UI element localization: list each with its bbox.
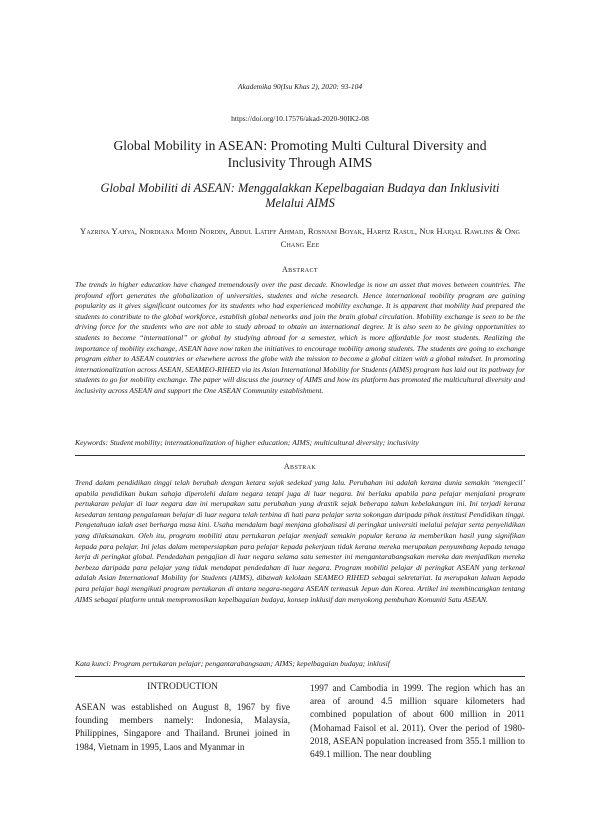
section-divider-bottom xyxy=(75,676,525,677)
journal-citation: Akademika 90(Isu Khas 2), 2020: 93-104 xyxy=(237,82,363,91)
introduction-heading: INTRODUCTION xyxy=(147,682,218,692)
kata-kunci: Kata kunci: Program pertukaran pelajar; pengantarabangsaan; AIMS; kepelbagaian budaya; inklusif xyxy=(75,659,390,668)
introduction-right-column: 1997 and Cambodia in 1999. The region which has an area of around 4.5 million square kilometers had combined population of about 600 million in 2011 (Mohamad Faisol et al. 2011). Over the period of 1980-2018, ASEAN population increased from 355.1 million to 649.1 million. The near doubling xyxy=(310,683,525,760)
abstrak-text: Trend dalam pendidikan tinggi telah berubah dengan ketara sejak sedekad yang lalu. Perubahan ini adalah kerana dunia semakin ‘mengecil’ apabila pendidikan bukan sahaja diperolehi dalam negara tetapi juga di luar negara. Ini berlaku apabila para pelajar menjalani program pertukaran pelajar di luar negara dan ini merupakan satu perubahan yang drastik sejak beberapa tahun kebelakangan ini. Ini terjadi kerana kesedaran tentang pengalaman belajar di luar negara telah terbina di hati para pelajar serta sokongan daripada pihak institusi Pendidikan tinggi. Pengetahuan ialah aset berharga masa kini. Usaha mendalam bagi menjana globalisasi di peringkat universiti melalui pelajar serta penyelidikan yang dilaksanakan. Oleh itu, program mobiliti atau pertukaran pelajar menjadi semakin popular kerana ia memberikan hasil yang signifikan kepada para pelajar. Ini jelas dalam mempersiapkan para pelajar kepada pekerjaan tidak kerana mereka merupakan penyumbang kepada tenaga kerja di peringkat global. Pendedahan pengajian di luar negara selama satu semester ini mengantarabangsakan mereka dan menjadikan mereka berbeza daripada para pelajar yang tidak mendapat pendedahan di luar negara. Program mobiliti pelajar di peringkat ASEAN yang terkenal adalah Asian International Mobility for Students (AIMS), dibawah kelolaan SEAMEO RIHED sebagai sekretariat. Ia merupakan laluan kepada para pelajar bagi mengikuti program pertukaran di antara negara-negara ASEAN termasuk Jepun dan Korea. Artikel ini membincangkan tentang AIMS sebagai platform untuk mempromosikan kepelbagaian budaya, konsep inklusif dan menyokong pembuhan Komuniti Satu ASEAN. xyxy=(75,478,525,604)
doi-link[interactable]: https://doi.org/10.17576/akad-2020-90IK2-08 xyxy=(231,114,369,123)
abstract-text: The trends in higher education have changed tremendously over the past decade. Knowledge is now an asset that moves between countries. The profound effort generates the globalization of universities, students and niche research. Hence international mobility program are gaining popularity as it gives significant outcomes for its students who had experienced mobility exchange. It is apparent that mobility had prepared the students to contribute to the global workforce, establish global networks and join the brain global circulation. Mobility exchange is seen to be the driving force for the students who are not able to study abroad to obtain an international degree. It is also seen to be giving opportunities to students to become “international” or global by studying abroad for a semester, which is more affordable for most students. Realizing the importance of mobility exchange, ASEAN have now taken the initiatives to encourage mobility among students. The students are going to exchange program either to ASEAN countries or elsewhere across the globe with the mission to become a global citizen with a global mindset. In promoting internationalization across ASEAN, SEAMEO-RIHED via its Asian International Mobility for Students (AIMS) program has laid out its pathway for students to go for mobility exchange. The paper will discuss the journey of AIMS and how its platform has promoted the multicultural diversity and inclusivity across ASEAN and support the One ASEAN Community establishment. xyxy=(75,280,525,395)
abstrak-heading: Abstrak xyxy=(283,462,317,471)
title-english: Global Mobility in ASEAN: Promoting Multi Cultural Diversity and Inclusivity Through AIMS xyxy=(113,138,487,170)
introduction-left-column: ASEAN was established on August 8, 1967 by five founding members namely: Indonesia, Malaysia, Philippines, Singapore and Thailand. Brunei joined in 1984, Vietnam in 1995, Laos and Myanmar in xyxy=(75,702,290,752)
abstract-heading: Abstract xyxy=(282,265,318,274)
keywords: Keywords: Student mobility; internationalization of higher education; AIMS; multicultural diversity; inclusivity xyxy=(75,438,419,447)
title-malay: Global Mobiliti di ASEAN: Menggalakkan Kepelbagaian Budaya dan Inklusiviti Melalui AIMS xyxy=(100,181,500,210)
section-divider xyxy=(75,455,525,456)
author-list: Yazrina Yahya, Nordiana Mohd Nordin, Abdul Latiff Ahmad, Rosnani Boyak, Harfiz Rasul, Nur Haiqal Rawlins & Ong Chang Eee xyxy=(80,226,520,249)
